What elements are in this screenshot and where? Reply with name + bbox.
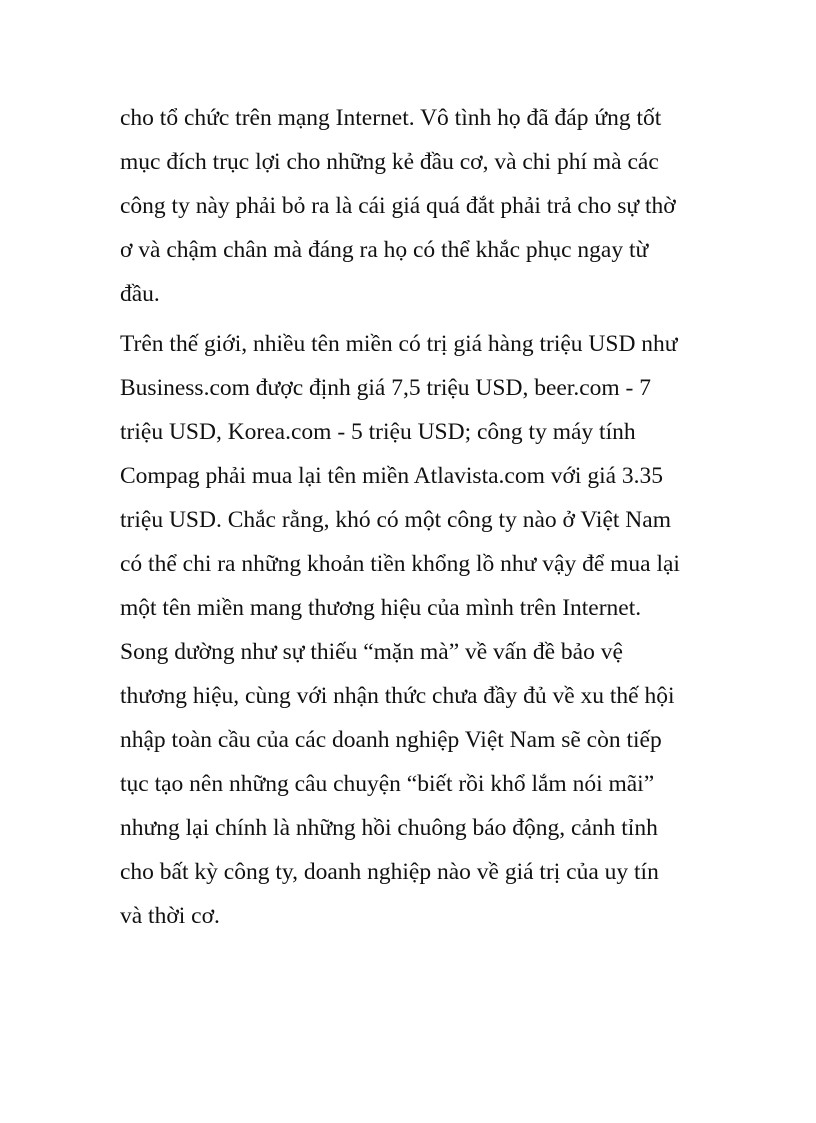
text-line: thương hiệu, cùng với nhận thức chưa đầy đủ về xu thế hội <box>120 683 675 709</box>
text-line: đầu. <box>120 281 160 307</box>
text-line: Business.com được định giá 7,5 triệu USD, beer.com - 7 <box>120 375 651 401</box>
text-line: tục tạo nên những câu chuyện “biết rồi khổ lắm nói mãi” <box>120 771 655 797</box>
text-line: nhập toàn cầu của các doanh nghiệp Việt Nam sẽ còn tiếp <box>120 727 662 753</box>
paragraph-2 <box>120 322 720 938</box>
text-line: Trên thế giới, nhiều tên miền có trị giá hàng triệu USD như <box>120 331 678 357</box>
text-line: triệu USD. Chắc rằng, khó có một công ty nào ở Việt Nam <box>120 507 671 533</box>
text-line: cho bất kỳ công ty, doanh nghiệp nào về giá trị của uy tín <box>120 859 659 885</box>
text-line: triệu USD, Korea.com - 5 triệu USD; công ty máy tính <box>120 419 636 445</box>
text-line: ơ và chậm chân mà đáng ra họ có thể khắc phục ngay từ <box>120 237 649 263</box>
body-text <box>120 96 720 938</box>
text-line: mục đích trục lợi cho những kẻ đầu cơ, và chi phí mà các <box>120 149 659 175</box>
text-line: nhưng lại chính là những hồi chuông báo động, cảnh tỉnh <box>120 815 658 841</box>
text-line: công ty này phải bỏ ra là cái giá quá đắt phải trả cho sự thờ <box>120 193 676 219</box>
text-line: và thời cơ. <box>120 903 220 929</box>
text-line: một tên miền mang thương hiệu của mình trên Internet. <box>120 595 642 621</box>
paragraph-1 <box>120 96 720 316</box>
text-line: Compag phải mua lại tên miền Atlavista.com với giá 3.35 <box>120 463 664 489</box>
text-line: Song dường như sự thiếu “mặn mà” về vấn đề bảo vệ <box>120 639 623 665</box>
text-line: có thể chi ra những khoản tiền khổng lồ như vậy để mua lại <box>120 551 680 577</box>
text-line: cho tổ chức trên mạng Internet. Vô tình họ đã đáp ứng tốt <box>120 105 662 131</box>
